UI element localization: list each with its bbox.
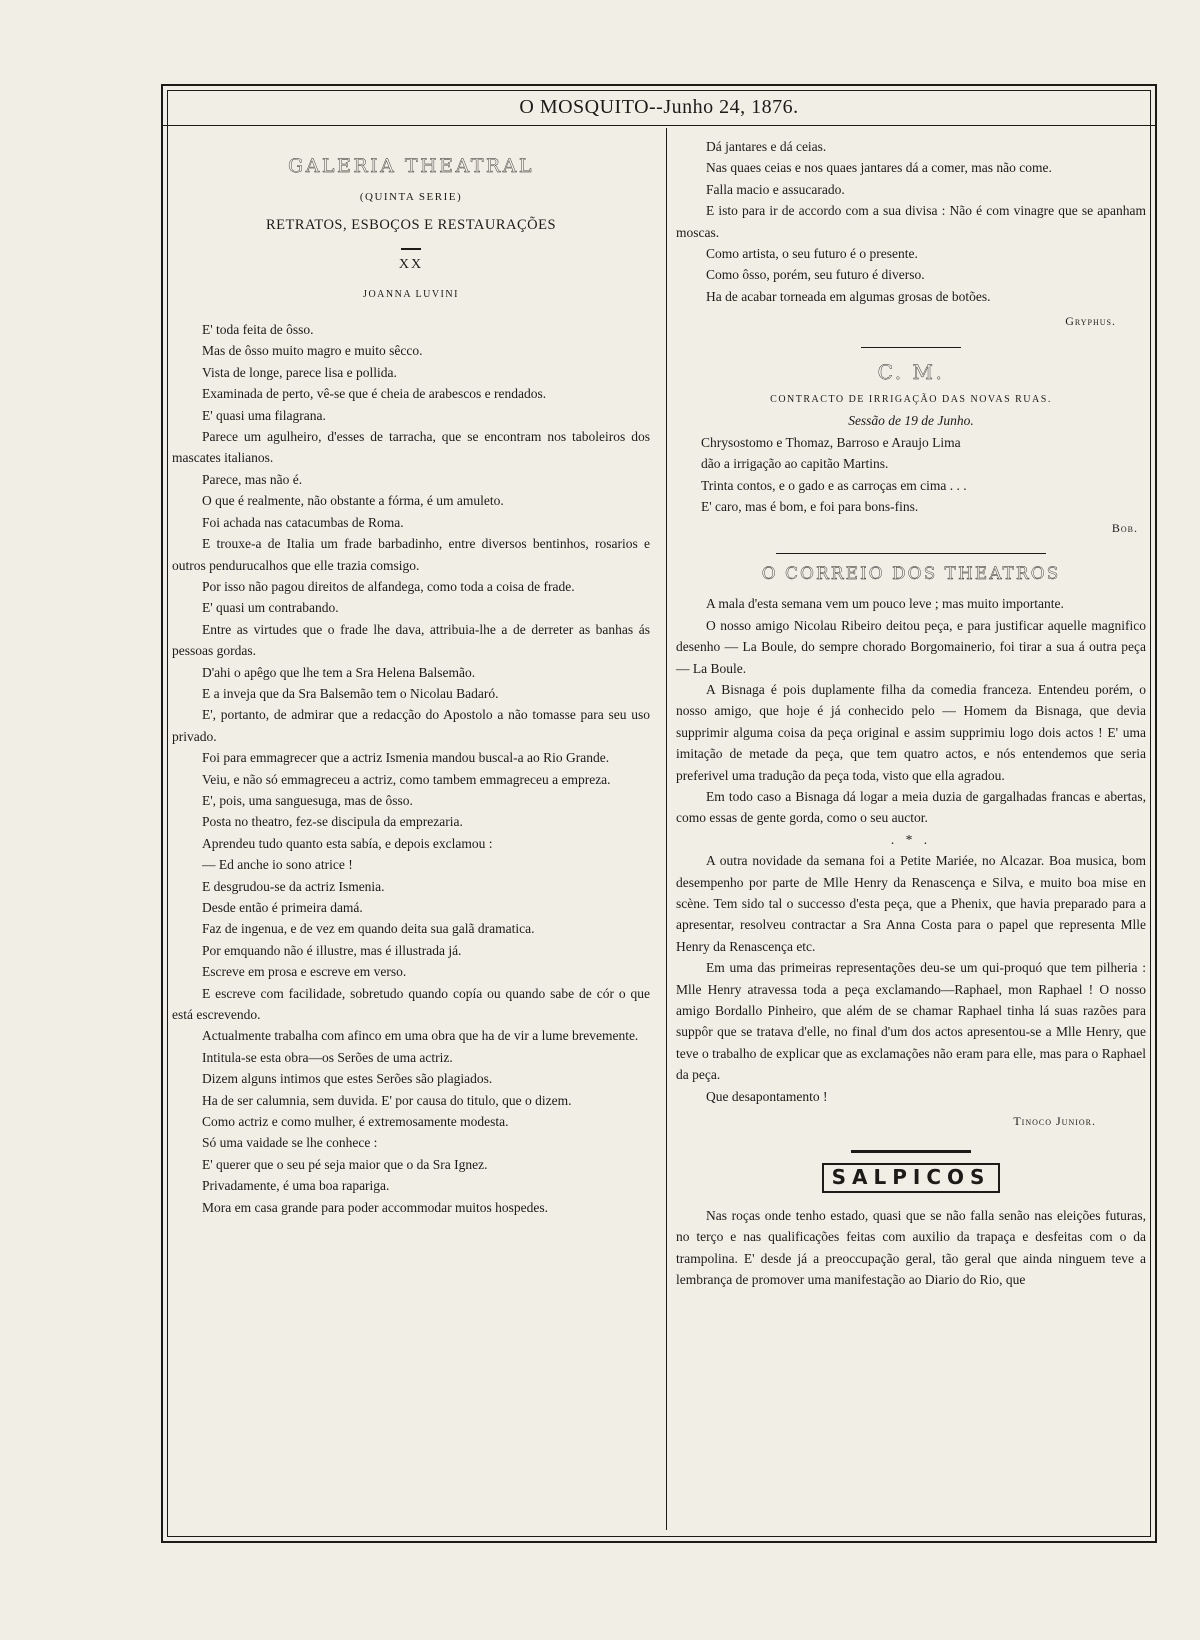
paragraph: Dá jantares e dá ceias.	[706, 139, 827, 154]
correio-body	[676, 593, 1146, 828]
salpicos-paragraph: Nas roças onde tenho estado, quasi que se não falla senão nas eleições futuras, no terço e nas qualificações feitas com auxilio da trapaça e desfeitas com o da trampolina. E' desde já a preoccupação geral, tão geral que ainda ninguem teve a lembrança de promover uma manifestação ao Diario do Rio, que	[676, 1207, 1146, 1288]
paragraph: Parece um agulheiro, d'esses de tarracha, que se encontram nos taboleiros dos mascates italianos.	[172, 429, 650, 466]
paragraph: Veiu, e não só emmagreceu a actriz, como tambem emmagreceu a empreza.	[202, 771, 611, 787]
paragraph: Só uma vaidade se lhe conhece :	[202, 1135, 378, 1151]
paragraph: Faz de ingenua, e de vez em quando deita sua galã dramatica.	[202, 921, 535, 937]
section-rule	[861, 347, 961, 348]
paragraph: Chrysostomo e Thomaz, Barroso e Araujo Lima	[701, 434, 961, 450]
section-stars: . * .	[890, 831, 932, 847]
signature-tinoco: Tinoco Junior.	[1013, 1114, 1096, 1129]
paragraph: Entre as virtudes que o frade lhe dava, attribuia-lhe a de derreter as banhas ás pessoas gordas.	[172, 621, 650, 659]
paragraph: Por emquando não é illustre, mas é illustrada já.	[202, 942, 462, 958]
paragraph: Escreve em prosa e escreve em verso.	[202, 964, 407, 980]
paragraph: Privadamente, é uma boa rapariga.	[202, 1178, 390, 1194]
paragraph: Ha de ser calumnia, sem duvida. E' por causa do titulo, que o dizem.	[202, 1092, 572, 1108]
correio-body-2	[676, 850, 1146, 1107]
paragraph: Parece, mas não é.	[202, 471, 303, 487]
left-column	[172, 136, 650, 1218]
paragraph: E escreve com facilidade, sobretudo quando copía ou quando sabe de cór o que está escrevendo.	[172, 985, 650, 1023]
paragraph: E' quasi uma filagrana.	[202, 407, 326, 423]
paragraph: Mora em casa grande para poder accommodar muitos hospedes.	[202, 1199, 548, 1215]
paragraph: Em todo caso a Bisnaga dá logar a meia duzia de gargalhadas francas e abertas, como essas de gente gorda, como o seu auctor.	[676, 788, 1146, 826]
paragraph: Como ôsso, porém, seu futuro é diverso.	[706, 267, 925, 283]
cm-poem	[676, 432, 1146, 518]
paragraph: O que é realmente, não obstante a fórma, é um amuleto.	[202, 493, 504, 509]
paragraph: Como artista, o seu futuro é o presente.	[706, 246, 918, 262]
paragraph: A Bisnaga é pois duplamente filha da comedia franceza. Entendeu porém, o nosso amigo, que hoje é já conhecido pelo — Homem da Bisnaga, que devia supprimir alguma coisa da peça original e assim supprimiu logo dois actos ! E' uma imitação de metade da peça, que tem quatro actos, e nós entendemos que seria preferivel uma tradução da peça toda, visto que ella agradou.	[676, 681, 1146, 783]
cm-session: Sessão de 19 de Junho.	[848, 413, 974, 429]
paragraph: Foi achada nas catacumbas de Roma.	[202, 514, 404, 530]
cm-subtitle: CONTRACTO DE IRRIGAÇÃO DAS NOVAS RUAS.	[770, 394, 1052, 406]
paragraph: Posta no theatro, fez-se discipula da emprezaria.	[202, 814, 463, 830]
paragraph: Em uma das primeiras representações deu-se um qui-proquó que tem pilheria : Mlle Henry atravessa toda a peça exclamando—Raphael, mon Raphael ! O nosso amigo Bordallo Pinheiro, que além de se chamar Raphael tinha lá suas razões para suppôr que se tratava d'elle, no final d'um dos actos apresentou-se a Mlle Henry, que teve o trabalho de explicar que as exclamações não eram para elle, mas para o Raphael da peça.	[676, 960, 1146, 1083]
paragraph: Trinta contos, e o gado e as carroças em cima . . .	[701, 477, 967, 493]
paragraph: Foi para emmagrecer que a actriz Ismenia mandou buscal-a ao Rio Grande.	[202, 750, 610, 766]
paragraph: E' caro, mas é bom, e foi para bons-fins.	[701, 499, 919, 515]
paragraph: Como actriz e como mulher, é extremosamente modesta.	[202, 1114, 509, 1130]
paragraph: E trouxe-a de Italia um frade barbadinho, entre diversos bentinhos, rosarios e outros pendurucalhos que elle trazia comsigo.	[172, 536, 650, 573]
serie-label: (QUINTA SERIE)	[359, 191, 463, 204]
right-column	[676, 136, 1146, 1291]
masthead: O MOSQUITO--Junho 24, 1876.	[161, 88, 1157, 126]
paragraph: E', pois, uma sanguesuga, mas de ôsso.	[202, 792, 413, 808]
left-article-body	[172, 319, 650, 1218]
paragraph: Dizem alguns intimos que estes Serões são plagiados.	[202, 1071, 493, 1087]
paragraph: Nas quaes ceias e nos quaes jantares dá a comer, mas não come.	[706, 160, 1052, 176]
right-article-body	[676, 136, 1146, 307]
correio-title: O CORREIO DOS THEATROS	[761, 563, 1061, 584]
paragraph: D'ahi o apêgo que lhe tem a Sra Helena Balsemão.	[202, 664, 476, 680]
column-divider	[666, 128, 667, 1530]
paragraph: Vista de longe, parece lisa e pollida.	[202, 364, 397, 380]
paragraph: — Ed anche io sono atrice !	[202, 857, 353, 873]
paragraph: E a inveja que da Sra Balsemão tem o Nicolau Badaró.	[202, 685, 499, 701]
paragraph: Falla macio e assucarado.	[706, 181, 845, 197]
section-rule	[401, 248, 421, 250]
galeria-subtitle: RETRATOS, ESBOÇOS E RESTAURAÇÕES	[265, 216, 557, 233]
paragraph: E', portanto, de admirar que a redacção do Apostolo a não tomasse para seu uso privado.	[172, 707, 650, 744]
galeria-title: GALERIA THEATRAL	[287, 155, 535, 177]
paragraph: O nosso amigo Nicolau Ribeiro deitou peça, e para justificar aquelle magnifico desenho — La Boule, do sempre chorado Borgomainerio, foi tirar a sua á outra peça — La Boule.	[676, 617, 1146, 676]
signature-bob: Bob.	[1111, 520, 1138, 535]
paragraph: Que desapontamento !	[706, 1088, 828, 1104]
paragraph: Examinada de perto, vê-se que é cheia de arabescos e rendados.	[202, 386, 547, 402]
paragraph: A mala d'esta semana vem um pouco leve ; mas muito importante.	[706, 596, 1064, 612]
paragraph: E' quasi um contrabando.	[202, 600, 339, 616]
paragraph: E desgrudou-se da actriz Ismenia.	[202, 878, 385, 894]
paragraph: Intitula-se esta obra—os Serões de uma actriz.	[202, 1049, 453, 1065]
paragraph: E' querer que o seu pé seja maior que o da Sra Ignez.	[202, 1156, 488, 1172]
salpicos-title: SALPICOS	[822, 1163, 1001, 1192]
paragraph: Ha de acabar torneada em algumas grosas de botões.	[706, 288, 991, 304]
section-rule	[851, 1150, 971, 1153]
paragraph: Mas de ôsso muito magro e muito sêcco.	[202, 343, 423, 359]
cm-title: C. M.	[877, 359, 945, 384]
paragraph: Actualmente trabalha com afinco em uma obra que ha de vir a lume brevemente.	[202, 1028, 639, 1044]
paragraph: E isto para ir de accordo com a sua divisa : Não é com vinagre que se apanham moscas.	[676, 203, 1146, 240]
portrait-name: JOANNA LUVINI	[363, 288, 459, 300]
section-rule	[776, 553, 1046, 554]
paragraph: Aprendeu tudo quanto esta sabía, e depois exclamou :	[202, 835, 493, 851]
paragraph: A outra novidade da semana foi a Petite Mariée, no Alcazar. Boa musica, bom desempenho por parte de Mlle Henry da Renascença e Silva, e muito boa mise en scène. Tem sido tal o successo d'esta peça, que a Phenix, que havia preparado para a apresentar, resolveu contractar a Sra Anna Costa para o papel que representa Mlle Henry da Renascença etc.	[676, 853, 1146, 954]
signature-gryphus: Gryphus.	[1065, 314, 1116, 329]
paragraph: E' toda feita de ôsso.	[202, 322, 314, 338]
section-number: XX	[398, 257, 424, 273]
paragraph: Desde então é primeira damá.	[202, 900, 363, 915]
paragraph: dão a irrigação ao capitão Martins.	[701, 456, 889, 472]
paragraph: Por isso não pagou direitos de alfandega, como toda a coisa de frade.	[202, 578, 575, 594]
